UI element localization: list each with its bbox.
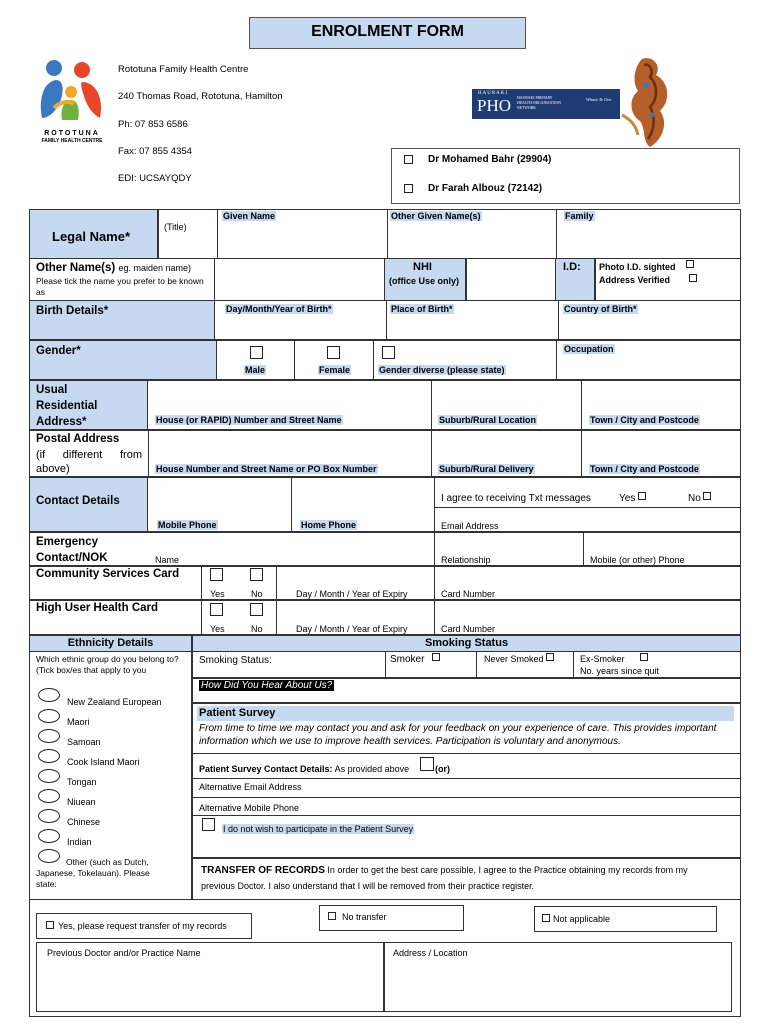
occupation-label: Occupation <box>564 344 614 354</box>
transfer-no-checkbox[interactable] <box>328 912 336 920</box>
male-checkbox[interactable] <box>250 346 263 359</box>
ethnicity-question: Which ethnic group do you belong to? (Tick box/es that apply to you <box>36 654 179 675</box>
csc-number-label: Card Number <box>441 589 496 599</box>
dob-label: Day/Month/Year of Birth* <box>226 304 332 314</box>
previous-address-label: Address / Location <box>393 948 468 958</box>
female-checkbox[interactable] <box>327 346 340 359</box>
photo-id-label: Photo I.D. sighted <box>599 262 676 272</box>
doctor-2-checkbox[interactable] <box>404 184 413 193</box>
contact-label: Contact Details <box>36 495 120 507</box>
pho-motto: Whaia Te Ora <box>586 97 612 102</box>
previous-doctor-label: Previous Doctor and/or Practice Name <box>47 948 201 958</box>
practice-name: Rototuna Family Health Centre <box>118 64 249 75</box>
postal-town-label: Town / City and Postcode <box>590 464 699 474</box>
huhc-no-checkbox[interactable] <box>250 603 263 616</box>
huhc-yes-checkbox[interactable] <box>210 603 223 616</box>
doctor-2-label: Dr Farah Albouz (72142) <box>428 183 543 194</box>
residential-town-label: Town / City and Postcode <box>590 415 699 425</box>
survey-opt-out-label: I do not wish to participate in the Patient Survey <box>223 824 414 834</box>
other-given-label: Other Given Name(s) <box>391 211 481 221</box>
ex-smoker-checkbox[interactable] <box>640 653 648 661</box>
carving-icon <box>612 55 682 151</box>
pho-brand-sub: HAURAKI PRIMARY HEALTH ORGANISATION NETWORK <box>517 96 562 110</box>
ethnicity-niuean-checkbox[interactable] <box>38 789 60 803</box>
community-card-label: Community Services Card <box>36 568 180 580</box>
survey-header-cell <box>197 706 734 721</box>
legal-name-label: Legal Name* <box>52 229 131 244</box>
place-of-birth-label: Place of Birth* <box>391 304 453 314</box>
postal-note: (if different from above) <box>36 449 142 475</box>
other-names-note: Please tick the name you prefer to be known as <box>36 276 204 297</box>
txt-yes-label: Yes <box>619 493 636 504</box>
smoker-checkbox[interactable] <box>432 653 440 661</box>
survey-contact-label: Patient Survey Contact Details: As provided above <box>199 764 410 774</box>
male-label: Male <box>245 365 266 375</box>
gender-diverse-checkbox[interactable] <box>382 346 395 359</box>
never-smoked-checkbox[interactable] <box>546 653 554 661</box>
survey-as-provided-checkbox[interactable] <box>420 757 434 771</box>
logo-subtext: FAMILY HEALTH CENTRE <box>41 138 103 144</box>
pho-brand-top: HAURAKI <box>478 91 509 96</box>
smoking-label: Smoking Status <box>424 637 509 649</box>
practice-edi: EDI: UCSAYQDY <box>118 173 192 184</box>
years-since-quit-label: No. years since quit <box>580 666 660 676</box>
emergency-phone-label: Mobile (or other) Phone <box>590 555 685 565</box>
title-label: (Title) <box>164 222 187 232</box>
ethnicity-cook-island-checkbox[interactable] <box>38 749 60 763</box>
postal-label: Postal Address <box>36 433 120 445</box>
ethnicity-option: Maori <box>67 717 90 727</box>
transfer-na-checkbox[interactable] <box>542 914 550 922</box>
nhi-note: (office Use only) <box>389 276 460 286</box>
emergency-relationship-label: Relationship <box>441 555 491 565</box>
huhc-number-label: Card Number <box>441 624 496 634</box>
email-label: Email Address <box>441 521 499 531</box>
rototuna-logo-icon <box>34 58 109 130</box>
transfer-na-label: Not applicable <box>553 914 611 924</box>
ethnicity-chinese-checkbox[interactable] <box>38 809 60 823</box>
id-label: I.D: <box>563 261 581 273</box>
csc-yes-checkbox[interactable] <box>210 568 223 581</box>
survey-text: From time to time we may contact you and ask for your feedback on your experience of care. This provides important information which we use to improve health services. Participation is voluntary and anonymous. <box>199 723 717 747</box>
txt-no-label: No <box>688 493 701 504</box>
pho-brand-main: PHO <box>477 96 512 115</box>
birth-label: Birth Details* <box>36 305 109 317</box>
transfer-text-line-2: previous Doctor. I also understand that I will be removed from their practice register. <box>201 881 535 891</box>
ethnicity-maori-checkbox[interactable] <box>38 709 60 723</box>
family-name-label: Family <box>565 211 594 221</box>
ethnicity-option: Cook Island Maori <box>67 757 140 767</box>
ethnicity-option: Tongan <box>67 777 97 787</box>
transfer-yes-label: Yes, please request transfer of my records <box>58 921 227 931</box>
ethnicity-nz-european-checkbox[interactable] <box>38 688 60 702</box>
other-names-label: Other Name(s) eg. maiden name) <box>36 262 191 274</box>
alt-mobile-label: Alternative Mobile Phone <box>199 803 300 813</box>
nhi-label: NHI <box>413 261 432 273</box>
home-phone-label: Home Phone <box>301 520 357 530</box>
csc-no-label: No <box>251 589 263 599</box>
residential-label: Usual Residential Address* <box>36 384 98 428</box>
practice-fax: Fax: 07 855 4354 <box>118 146 192 157</box>
ethnicity-samoan-checkbox[interactable] <box>38 729 60 743</box>
residential-street-label: House (or RAPID) Number and Street Name <box>156 415 342 425</box>
survey-or-label: (or) <box>435 764 450 774</box>
country-of-birth-label: Country of Birth* <box>564 304 637 314</box>
huhc-expiry-label: Day / Month / Year of Expiry <box>296 624 408 634</box>
gender-diverse-label: Gender diverse (please state) <box>379 365 505 375</box>
logo-text: ROTOTUNA <box>44 130 100 137</box>
transfer-no-label: No transfer <box>342 912 387 922</box>
ethnicity-option: Samoan <box>67 737 101 747</box>
residential-suburb-label: Suburb/Rural Location <box>439 415 537 425</box>
female-label: Female <box>319 365 351 375</box>
csc-expiry-label: Day / Month / Year of Expiry <box>296 589 408 599</box>
high-user-label: High User Health Card <box>36 602 159 614</box>
smoker-label: Smoker <box>390 654 425 665</box>
page-title: ENROLMENT FORM <box>311 23 464 40</box>
ethnicity-option: Indian <box>67 837 92 847</box>
gender-label: Gender* <box>36 345 81 357</box>
survey-opt-out-checkbox[interactable] <box>202 818 215 831</box>
transfer-text-line-1: TRANSFER OF RECORDS In order to get the best care possible, I agree to the Practice obtaining my records from my <box>201 865 688 876</box>
mobile-phone-label: Mobile Phone <box>158 520 217 530</box>
photo-id-checkbox[interactable] <box>686 260 694 268</box>
address-verified-checkbox[interactable] <box>689 274 697 282</box>
ethnicity-option: Niuean <box>67 797 96 807</box>
txt-no-checkbox[interactable] <box>703 492 711 500</box>
emergency-name-label: Name <box>155 555 180 565</box>
ex-smoker-label: Ex-Smoker <box>580 654 625 664</box>
huhc-no-label: No <box>251 624 263 634</box>
practice-address: 240 Thomas Road, Rototuna, Hamilton <box>118 91 283 102</box>
ethnicity-option: New Zealand European <box>67 697 162 707</box>
smoking-status-label: Smoking Status: <box>199 655 272 666</box>
ethnicity-tongan-checkbox[interactable] <box>38 769 60 783</box>
csc-yes-label: Yes <box>210 589 225 599</box>
postal-suburb-label: Suburb/Rural Delivery <box>439 464 534 474</box>
txt-yes-checkbox[interactable] <box>638 492 646 500</box>
ethnicity-indian-checkbox[interactable] <box>38 829 60 843</box>
given-name-label: Given Name <box>223 211 276 221</box>
transfer-no-box <box>319 905 464 931</box>
txt-consent-label: I agree to receiving Txt messages <box>441 493 591 504</box>
transfer-yes-checkbox[interactable] <box>46 921 54 929</box>
address-verified-label: Address Verified <box>599 275 671 285</box>
ethnicity-label: Ethnicity Details <box>67 637 154 649</box>
ethnicity-other-label: Other (such as Dutch, Japanese, Tokelauan). Please state: <box>36 857 150 889</box>
huhc-yes-label: Yes <box>210 624 225 634</box>
csc-no-checkbox[interactable] <box>250 568 263 581</box>
doctor-1-label: Dr Mohamed Bahr (29904) <box>428 154 552 165</box>
postal-street-label: House Number and Street Name or PO Box Number <box>156 464 377 474</box>
emergency-label: Emergency Contact/NOK <box>36 536 108 564</box>
never-smoked-label: Never Smoked <box>484 654 544 664</box>
hear-label: How Did You Hear About Us? <box>201 680 333 691</box>
survey-label: Patient Survey <box>199 707 276 719</box>
practice-phone: Ph: 07 853 6586 <box>118 119 188 130</box>
alt-email-label: Alternative Email Address <box>199 782 302 792</box>
ethnicity-option: Chinese <box>67 817 101 827</box>
doctor-1-checkbox[interactable] <box>404 155 413 164</box>
